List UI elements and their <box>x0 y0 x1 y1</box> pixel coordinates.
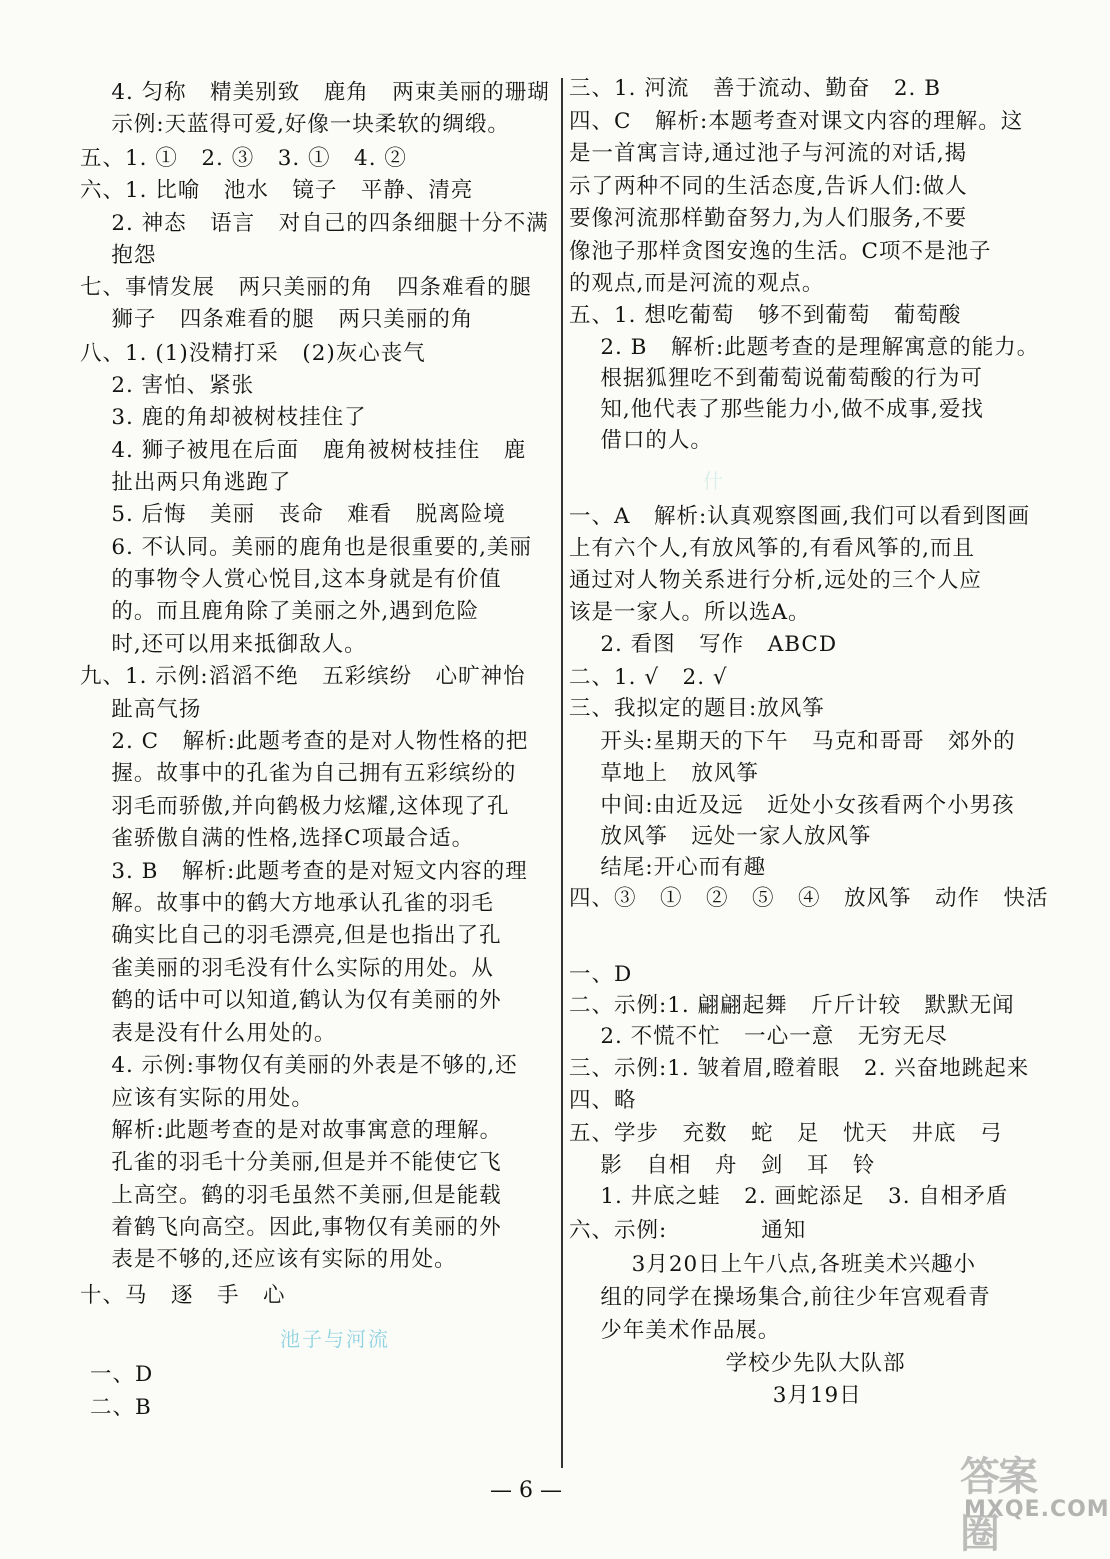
text-line: 学校少先队大队部 <box>569 1351 906 1376</box>
text-line: 根据狐狸吃不到葡萄说葡萄酸的行为可 <box>569 366 983 391</box>
text-line: 2. C 解析:此题考查的是对人物性格的把 <box>80 729 529 754</box>
text-line: 扯出两只角逃跑了 <box>80 470 292 495</box>
text-line: 羽毛而骄傲,并向鹤极力炫耀,这体现了孔 <box>80 794 510 819</box>
text-line: 雀骄傲自满的性格,选择C项最合适。 <box>80 826 475 851</box>
text-line: 1. 井底之蛙 2. 画蛇添足 3. 自相矛盾 <box>569 1184 1009 1209</box>
section-heading: 池子与河流 <box>280 1327 390 1351</box>
column-divider <box>561 78 563 1468</box>
text-line: 三、示例:1. 皱着眉,瞪着眼 2. 兴奋地跳起来 <box>569 1056 1030 1081</box>
text-line: 4. 示例:事物仅有美丽的外表是不够的,还 <box>80 1053 518 1078</box>
text-line: 二、B <box>90 1395 152 1420</box>
text-line: 3月20日上午八点,各班美术兴趣小 <box>569 1252 977 1277</box>
text-line: 示例:天蓝得可爱,好像一块柔软的绸缎。 <box>80 112 510 137</box>
text-line: 开头:星期天的下午 马克和哥哥 郊外的 <box>569 729 1016 754</box>
text-line: 影 自相 舟 剑 耳 铃 <box>569 1153 876 1178</box>
text-line: 该是一家人。所以选A。 <box>569 600 811 625</box>
text-line: 示了两种不同的生活态度,告诉人们:做人 <box>569 174 968 199</box>
text-line: 三、我拟定的题目:放风筝 <box>569 696 825 721</box>
text-line: 应该有实际的用处。 <box>80 1086 314 1111</box>
text-line: 上高空。鹤的羽毛虽然不美丽,但是能载 <box>80 1183 502 1208</box>
text-line: 五、1. ① 2. ③ 3. ① 4. ② <box>80 146 407 171</box>
text-line: 解。故事中的鹤大方地承认孔雀的羽毛 <box>80 891 494 916</box>
text-line: 3. 鹿的角却被树枝挂住了 <box>80 405 367 430</box>
text-line: 的观点,而是河流的观点。 <box>569 271 825 296</box>
text-line: 着鹤飞向高空。因此,事物仅有美丽的外 <box>80 1215 502 1240</box>
text-line: 一、D <box>569 962 633 987</box>
text-line: 握。故事中的孔雀为自己拥有五彩缤纷的 <box>80 761 517 786</box>
text-line: 时,还可以用来抵御敌人。 <box>80 632 367 657</box>
text-line: 表是没有什么用处的。 <box>80 1021 337 1046</box>
text-line: 4. 匀称 精美别致 鹿角 两束美丽的珊瑚 <box>80 80 550 105</box>
watermark-logo <box>960 1445 1110 1557</box>
text-line: 组的同学在操场集合,前往少年宫观看青 <box>569 1285 991 1310</box>
text-line: 通过对人物关系进行分析,远处的三个人应 <box>569 568 982 593</box>
text-line: 解析:此题考查的是对故事寓意的理解。 <box>80 1118 503 1143</box>
text-line: 6. 不认同。美丽的鹿角也是很重要的,美丽 <box>80 535 533 560</box>
text-line: 2. 不慌不忙 一心一意 无穷无尽 <box>569 1024 948 1049</box>
text-line: 中间:由近及远 近处小女孩看两个小男孩 <box>569 793 1015 818</box>
text-line: 知,他代表了那些能力小,做不成事,爱找 <box>569 397 984 422</box>
text-line: 结尾:开心而有趣 <box>569 855 767 880</box>
text-line: 鹤的话中可以知道,鹤认为仅有美丽的外 <box>80 988 502 1013</box>
text-line: 表是不够的,还应该有实际的用处。 <box>80 1247 457 1272</box>
text-line: 要像河流那样勤奋努力,为人们服务,不要 <box>569 206 968 231</box>
text-line: 八、1. (1)没精打采 (2)灰心丧气 <box>80 341 426 366</box>
text-line: 的事物令人赏心悦目,这本身就是有价值 <box>80 567 502 592</box>
text-line: 四、③ ① ② ⑤ ④ 放风筝 动作 快活 <box>569 886 1049 911</box>
text-line: 六、1. 比喻 池水 镜子 平静、清亮 <box>80 178 474 203</box>
text-line: 十、马 逐 手 心 <box>80 1283 286 1308</box>
text-line: 五、1. 想吃葡萄 够不到葡萄 葡萄酸 <box>569 303 962 328</box>
text-line: 四、C 解析:本题考查对课文内容的理解。这 <box>569 109 1024 134</box>
text-line: 3月19日 <box>569 1383 862 1408</box>
text-line: 雀美丽的羽毛没有什么实际的用处。从 <box>80 956 494 981</box>
text-line: 少年美术作品展。 <box>569 1318 781 1343</box>
text-line: 一、D <box>90 1362 154 1387</box>
text-line: 一、A 解析:认真观察图画,我们可以看到图画 <box>569 504 1031 529</box>
text-line: 六、示例: 通知 <box>569 1218 807 1243</box>
text-line: 的。而且鹿角除了美丽之外,遇到危险 <box>80 599 480 624</box>
text-line: 4. 狮子被甩在后面 鹿角被树枝挂住 鹿 <box>80 438 527 463</box>
text-line: 上有六个人,有放风筝的,有看风筝的,而且 <box>569 536 976 561</box>
text-line: 四、略 <box>569 1088 637 1113</box>
text-line: 五、学步 充数 蛇 足 忧天 井底 弓 <box>569 1121 1003 1146</box>
text-line: 草地上 放风筝 <box>569 761 759 786</box>
text-line: 确实比自己的羽毛漂亮,但是也指出了孔 <box>80 923 502 948</box>
text-line: 二、1. √ 2. √ <box>569 665 728 690</box>
text-line: 趾高气扬 <box>80 697 202 722</box>
text-line: 二、示例:1. 翩翩起舞 斤斤计较 默默无闻 <box>569 993 1015 1018</box>
text-line: 狮子 四条难看的腿 两只美丽的角 <box>80 307 474 332</box>
text-line: 5. 后悔 美丽 丧命 难看 脱离险境 <box>80 502 506 527</box>
section-heading: 什 <box>703 469 724 493</box>
text-line: 2. 看图 写作 ABCD <box>569 632 838 657</box>
watermark-url: MXQE.COM <box>964 1497 1110 1522</box>
text-line: 2. 神态 语言 对自己的四条细腿十分不满 <box>80 211 549 236</box>
text-line: 是一首寓言诗,通过池子与河流的对话,揭 <box>569 141 968 166</box>
text-line: 借口的人。 <box>569 428 713 453</box>
text-line: 像池子那样贪图安逸的生活。C项不是池子 <box>569 239 992 264</box>
text-line: 2. 害怕、紧张 <box>80 373 255 398</box>
text-line: 孔雀的羽毛十分美丽,但是并不能使它飞 <box>80 1150 502 1175</box>
text-line: 放风筝 远处一家人放风筝 <box>569 824 872 849</box>
watermark-text: 答案圈 <box>960 1453 1036 1557</box>
text-line: 2. B 解析:此题考查的是理解寓意的能力。 <box>569 335 1040 360</box>
page-number: — 6 — <box>490 1478 562 1503</box>
text-line: 抱怨 <box>80 243 157 268</box>
text-line: 3. B 解析:此题考查的是对短文内容的理 <box>80 859 528 884</box>
text-line: 九、1. 示例:滔滔不绝 五彩缤纷 心旷神怡 <box>80 664 526 689</box>
text-line: 七、事情发展 两只美丽的角 四条难看的腿 <box>80 275 533 300</box>
text-line: 三、1. 河流 善于流动、勤奋 2. B <box>569 76 942 101</box>
